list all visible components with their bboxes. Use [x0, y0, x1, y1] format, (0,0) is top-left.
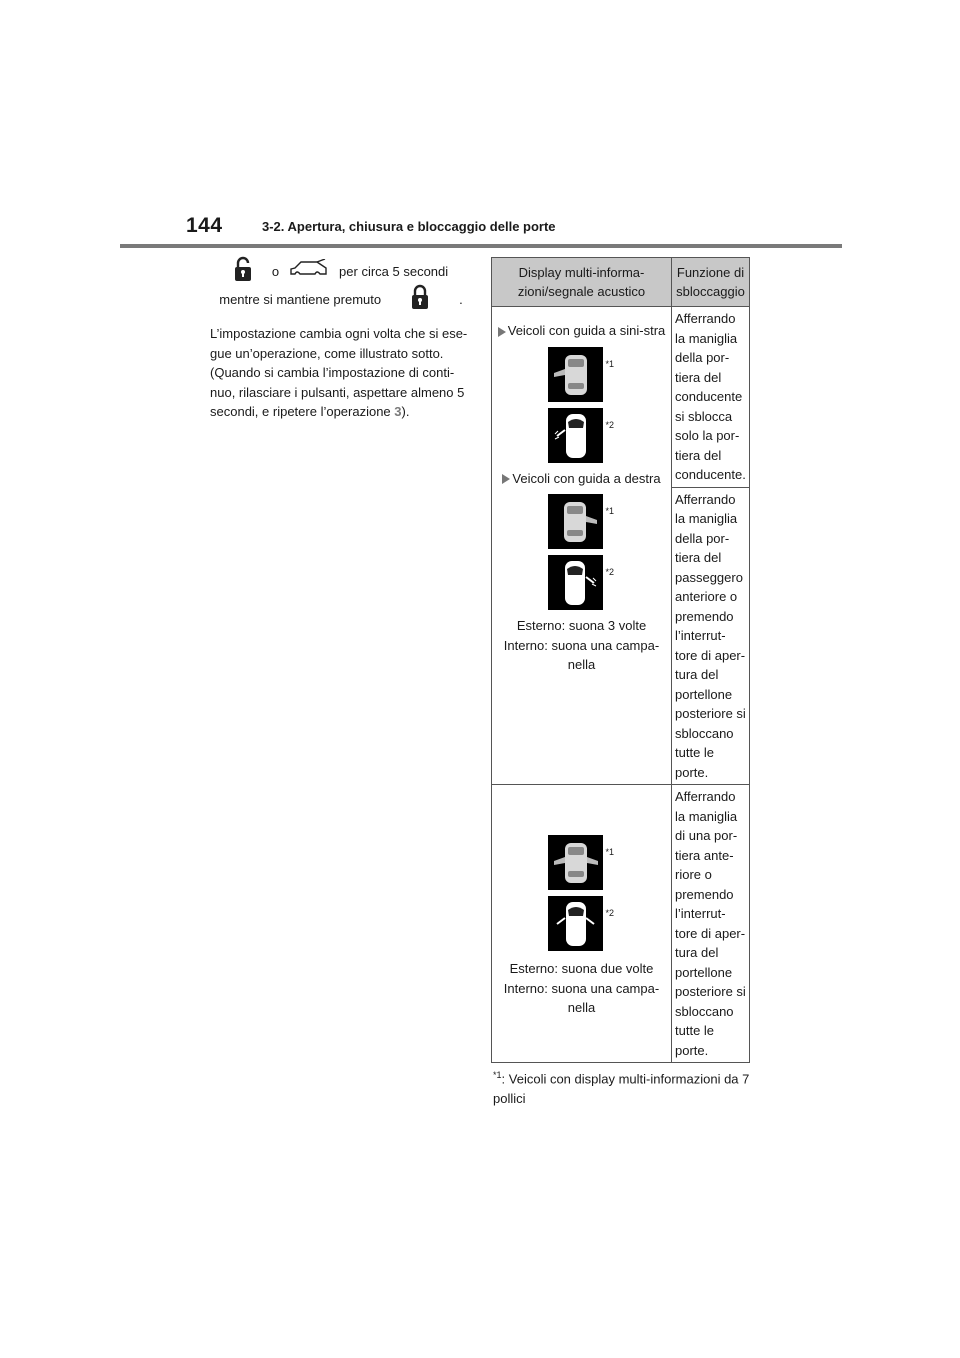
car-outline-all-doors-icon — [548, 896, 603, 951]
header-rule — [120, 244, 842, 248]
car-outline-driver-door-icon — [548, 408, 603, 463]
section-title: 3-2. Apertura, chiusura e bloccaggio delle porte — [262, 219, 556, 234]
unlock-icon — [234, 256, 252, 288]
car-outline-driver-door-rhd-icon — [548, 555, 603, 610]
rhd-label: Veicoli con guida a destra — [512, 470, 661, 486]
footnote-mark-1: *1 — [605, 358, 615, 369]
image-row — [496, 555, 667, 610]
duration-text: per circa 5 secondi — [339, 264, 449, 280]
or-word: o — [271, 264, 280, 280]
header-function: Funzione di sbloccaggio — [672, 258, 750, 307]
instruction-line-1 — [210, 258, 472, 286]
car-display-all-doors-icon — [548, 835, 603, 890]
sound-text: Esterno: suona 3 volte — [516, 618, 647, 633]
footnote-mark-1: *1 — [605, 506, 615, 516]
car-display-driver-door-rhd-icon — [548, 494, 603, 549]
footnote-text: Veicoli con display multi-informazioni da 7 pollici — [493, 1071, 750, 1107]
footnote — [493, 1065, 753, 1109]
header-display: Display multi-informa-zioni/segnale acustico — [492, 258, 672, 307]
function-driver-cell: Afferrando la maniglia della por-tiera del conducente si sblocca solo la por-tiera del conducente. — [672, 307, 750, 488]
image-row — [496, 408, 667, 463]
function-all-doors-cell: Afferrando la maniglia di una por-tiera ante-riore o premendo l’interrut-tore di aper-tura del portellone posteriore si sbloccano tutte le porte. — [672, 785, 750, 1063]
triangle-bullet-icon — [498, 327, 506, 337]
sound-text-interior: Interno: suona una campa-nella — [503, 637, 660, 672]
image-row — [496, 494, 667, 549]
display-cell — [492, 785, 672, 1063]
image-row — [496, 896, 667, 951]
body-paragraph — [210, 324, 472, 422]
page-number: 144 — [186, 214, 223, 237]
table-row — [492, 785, 750, 1063]
period: . — [459, 292, 463, 308]
sound-text: Esterno: suona due volte — [509, 961, 654, 976]
instruction-column — [210, 258, 472, 422]
lock-icon — [411, 284, 429, 316]
footnote-mark: *1 — [493, 1070, 502, 1080]
image-row — [496, 347, 667, 402]
sound-text-interior: Interno: suona una campa-nella — [503, 980, 660, 1015]
table-row — [492, 307, 750, 488]
unlock-function-table — [491, 257, 750, 1063]
paragraph-end: ). — [401, 404, 410, 419]
footnote-mark-1: *1 — [605, 847, 615, 857]
table-header-row — [492, 258, 750, 307]
image-row — [496, 835, 667, 890]
lhd-label: Veicoli con guida a sini-stra — [507, 323, 666, 338]
step-reference: 3 — [394, 404, 402, 419]
instruction-line-2 — [210, 286, 472, 314]
display-cell — [492, 307, 672, 785]
back-door-icon — [289, 259, 329, 285]
paragraph-text: L’impostazione cambia ogni volta che si ese-gue un’operazione, come illustrato sotto. (Quando si cambia l’impostazione di conti-nuo, rilasciare i pulsanti, aspettare almeno 5 secondi, e ripetere l’operazione — [210, 326, 468, 419]
footnote-mark-2: *2 — [605, 908, 615, 918]
while-holding-text: mentre si mantiene premuto — [219, 292, 382, 308]
function-passenger-cell: Afferrando la maniglia della por-tiera del passeggero anteriore o premendo l’interrut-tore di aper-tura del portellone posteriore si sbloccano tutte le porte. — [672, 487, 750, 785]
footnote-colon: : — [501, 1071, 506, 1087]
footnote-mark-2: *2 — [605, 419, 615, 430]
car-display-driver-door-icon — [548, 347, 603, 402]
footnote-mark-2: *2 — [605, 567, 615, 577]
triangle-bullet-icon — [502, 474, 510, 484]
